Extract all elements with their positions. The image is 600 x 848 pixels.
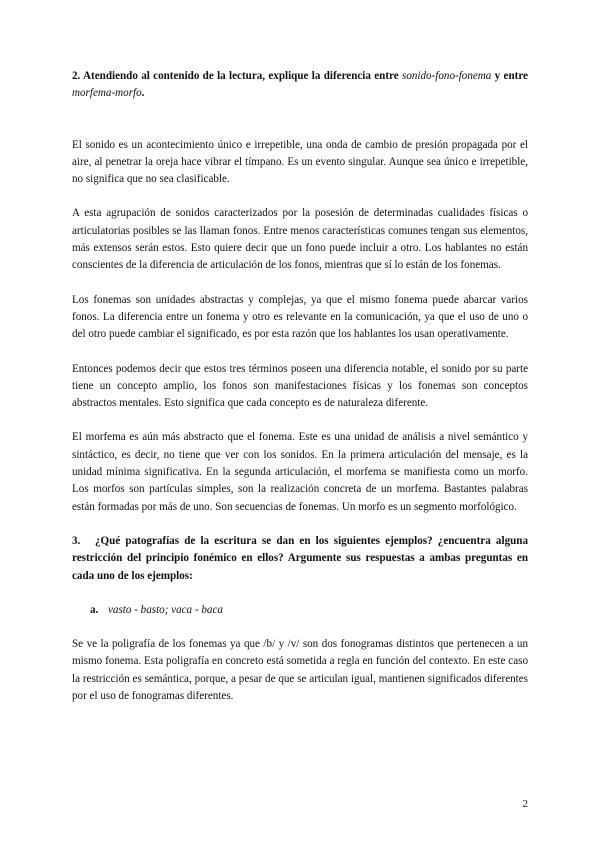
example-item-a-letter: a.: [90, 603, 99, 616]
question-2-term-morpheme: morfema-morfo: [72, 87, 142, 100]
question-2-heading: [72, 68, 528, 103]
question-2-period: .: [141, 87, 145, 100]
question-3-heading: [72, 533, 528, 585]
answer-a-paragraph: Se ve la poligrafía de los fonemas ya que /b/ y /v/ son dos fonogramas distintos que pertenecen a un mismo fonema. Esta poligrafía en concreto está sometida a regla en función del contexto. En este caso la restricción es semántica, porque, a pesar de que se articulan igual, mantienen significados diferentes por el uso de fonogramas diferentes.: [72, 638, 528, 703]
example-item-a-text: vasto - basto; vaca - baca: [108, 603, 223, 616]
paragraph-fonemas: Los fonemas son unidades abstractas y complejas, ya que el mismo fonema puede abarcar varios fonos. La diferencia entre un fonema y otro es relevante en la comunicación, ya que el uso de uno o del otro puede cambiar el significado, es por esta razón que los hablantes los usan operativamente.: [72, 293, 528, 341]
question-2-text: Atendiendo al contenido de la lectura, explique la diferencia entre: [83, 70, 399, 82]
question-2-conjunction: y entre: [494, 70, 528, 82]
question-2-number: 2.: [72, 70, 81, 82]
page-number: 2: [522, 798, 528, 810]
paragraph-fonos: A esta agrupación de sonidos caracterizados por la posesión de determinadas cualidades físicas o articulatorias posibles se las llaman fonos. Entre menos características comunes tengan sus elementos, más extensos serán estos. Esto quiere decir que un fono puede incluir a otro. Los hablantes no están conscientes de la diferencia de articulación de los fonos, mientras que sí lo están de los fonemas.: [72, 207, 528, 272]
paragraph-sonido: El sonido es un acontecimiento único e irrepetible, una onda de cambio de presión propagada por el aire, al penetrar la oreja hace vibrar el tímpano. Es un evento singular. Aunque sea único e irrepetible, no significa que no sea clasificable.: [72, 138, 528, 186]
example-item-a: [72, 602, 528, 619]
question-3-text: ¿Qué patografías de la escritura se dan en los siguientes ejemplos? ¿encuentra alguna restricción del principio fonémico en ellos? Argumente sus respuestas a ambas preguntas en cada uno de los ejemplos:: [72, 534, 528, 582]
paragraph-conclusion: Entonces podemos decir que estos tres términos poseen una diferencia notable, el sonido por su parte tiene un concepto amplio, los fonos son manifestaciones físicas y los fonemas son conceptos abstractos mentales. Esto significa que cada concepto es de naturaleza diferente.: [72, 362, 528, 410]
paragraph-morfema: El morfema es aún más abstracto que el fonema. Este es una unidad de análisis a nivel semántico y sintáctico, es decir, no tiene que ver con los sonidos. En la primera articulación del mensaje, es la unidad mínima significativa. En la segunda articulación, el morfema se manifiesta como un morfo. Los morfos son partículas simples, son la realización concreta de un morfema. Bastantes palabras están formadas por más de uno. Son secuencias de fonemas. Un morfo es un segmento morfológico.: [72, 431, 528, 513]
page-content: [72, 68, 528, 705]
question-2-term-sound: sonido-fono-fonema: [402, 70, 492, 82]
question-3-number: 3.: [72, 534, 81, 547]
